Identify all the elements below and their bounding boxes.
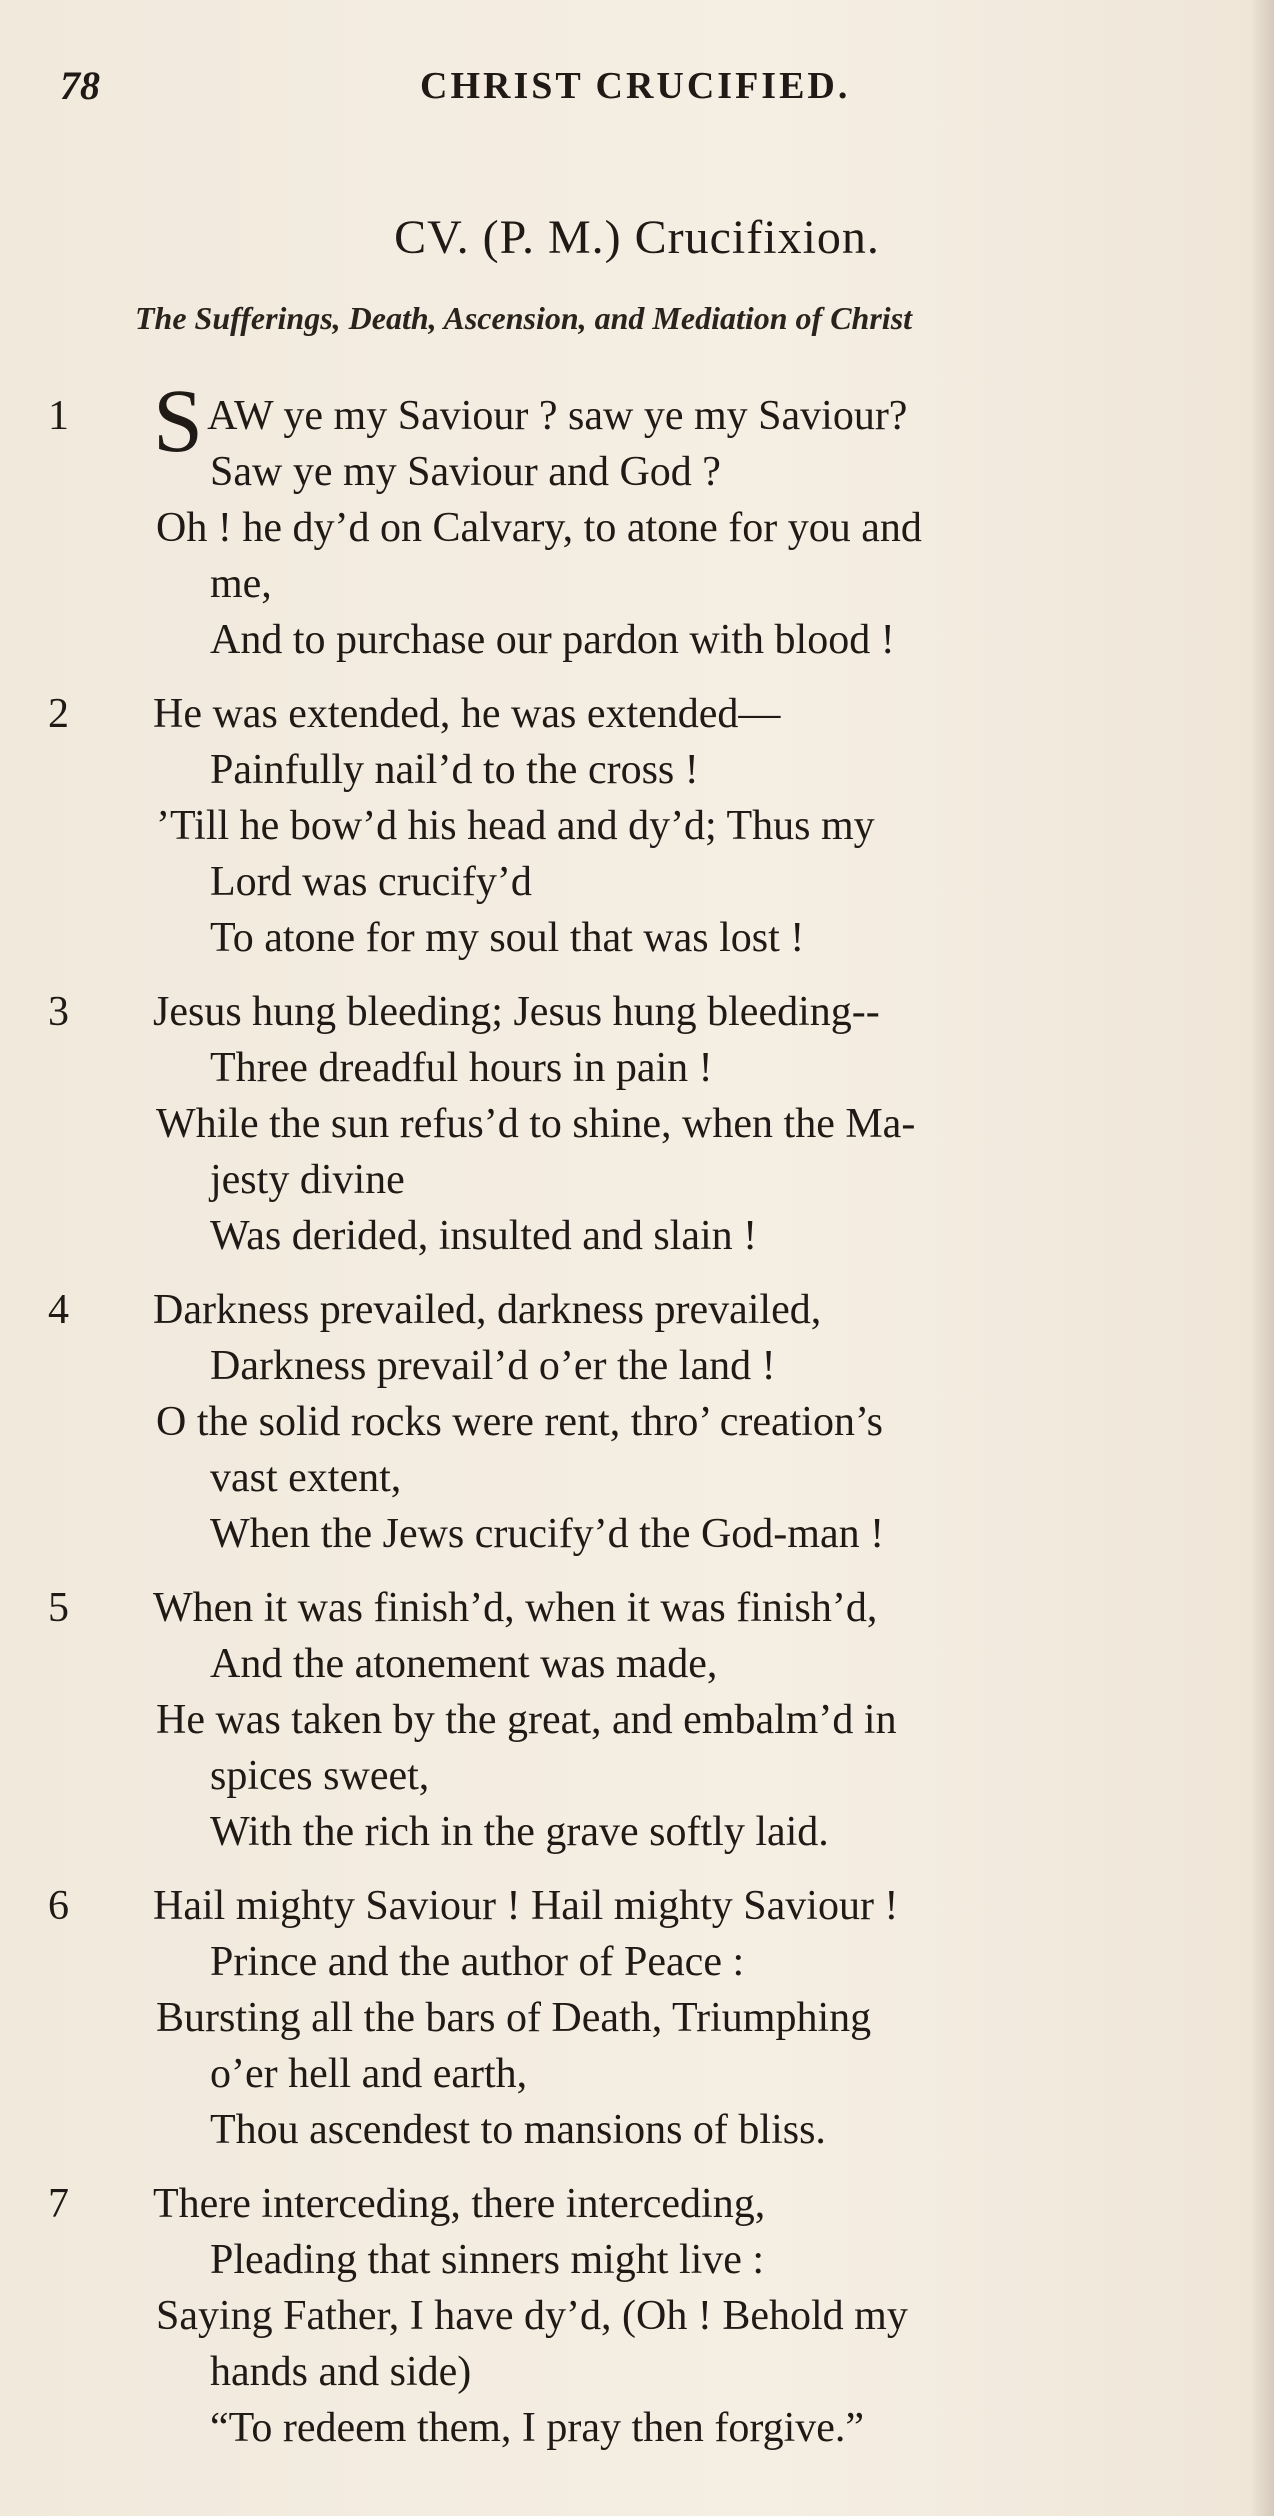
verse-line: “To redeem them, I pray then forgive.” (210, 2405, 865, 2451)
verse-number: 1 (48, 393, 69, 439)
verse-line: me, (210, 561, 272, 607)
verse-line: He was taken by the great, and embalm’d in (156, 1697, 897, 1743)
verse-line: Painfully nail’d to the cross ! (210, 747, 699, 793)
verse-line: Saw ye my Saviour and God ? (210, 449, 721, 495)
verse-7 (48, 2176, 1238, 2456)
verse-5 (48, 1580, 1238, 1860)
verse-line: Lord was crucify’d (210, 859, 532, 905)
verse-line: While the sun refus’d to shine, when the Ma- (156, 1101, 916, 1147)
verse-line: Hail mighty Saviour ! Hail mighty Saviour ! (153, 1883, 899, 1929)
verse-6 (48, 1878, 1238, 2158)
hymn-heading: CV. (P. M.) Crucifixion. (394, 211, 880, 264)
verse-line: Bursting all the bars of Death, Triumphing (156, 1995, 872, 2041)
verse-line: Jesus hung bleeding; Jesus hung bleeding-- (153, 989, 880, 1035)
verse-line: Oh ! he dy’d on Calvary, to atone for you and (156, 505, 922, 551)
verse-line: jesty divine (210, 1157, 405, 1203)
page-edge-shadow (1250, 0, 1274, 2516)
verse-line: When it was finish’d, when it was finish’d, (153, 1585, 878, 1631)
verses-container (48, 372, 1238, 2474)
verse-line: There interceding, there interceding, (153, 2181, 766, 2227)
verse-number: 7 (48, 2181, 69, 2227)
verse-number: 6 (48, 1883, 69, 1929)
verse-line: Thou ascendest to mansions of bliss. (210, 2107, 826, 2153)
verse-line: ’Till he bow’d his head and dy’d; Thus my (156, 803, 875, 849)
verse-line: To atone for my soul that was lost ! (210, 915, 805, 961)
verse-line: Darkness prevailed, darkness prevailed, (153, 1287, 822, 1333)
verse-line: spices sweet, (210, 1753, 430, 1799)
verse-line: Three dreadful hours in pain ! (210, 1045, 713, 1091)
verse-line: hands and side) (210, 2349, 472, 2395)
page-number: 78 (60, 63, 100, 108)
running-title: CHRIST CRUCIFIED. (420, 65, 851, 107)
verse-line: When the Jews crucify’d the God-man ! (210, 1511, 885, 1557)
verse-line (48, 372, 1238, 471)
verse-line: He was extended, he was extended— (153, 691, 781, 737)
verse-line: And to purchase our pardon with blood ! (210, 617, 895, 663)
verse-line-text: AW ye my Saviour ? saw ye my Saviour? (207, 393, 908, 439)
verse-line: Prince and the author of Peace : (210, 1939, 745, 1985)
verse-line: And the atonement was made, (210, 1641, 718, 1687)
running-head (60, 62, 1210, 122)
verse-number: 4 (48, 1287, 69, 1333)
hymn-subtitle: The Sufferings, Death, Ascension, and Mediation of Christ (135, 300, 913, 336)
verse-3 (48, 984, 1238, 1264)
verse-1 (48, 372, 1238, 668)
drop-cap: S (153, 372, 204, 471)
verse-line: Darkness prevail’d o’er the land ! (210, 1343, 776, 1389)
verse-number: 2 (48, 691, 69, 737)
verse-line: o’er hell and earth, (210, 2051, 528, 2097)
verse-line: vast extent, (210, 1455, 402, 1501)
verse-number: 3 (48, 989, 69, 1035)
verse-line: O the solid rocks were rent, thro’ creation’s (156, 1399, 883, 1445)
verse-4 (48, 1282, 1238, 1562)
verse-line: With the rich in the grave softly laid. (210, 1809, 829, 1855)
verse-2 (48, 686, 1238, 966)
verse-line: Pleading that sinners might live : (210, 2237, 765, 2283)
verse-number: 5 (48, 1585, 69, 1631)
verse-line: Was derided, insulted and slain ! (210, 1213, 758, 1259)
verse-line: Saying Father, I have dy’d, (Oh ! Behold my (156, 2293, 908, 2339)
